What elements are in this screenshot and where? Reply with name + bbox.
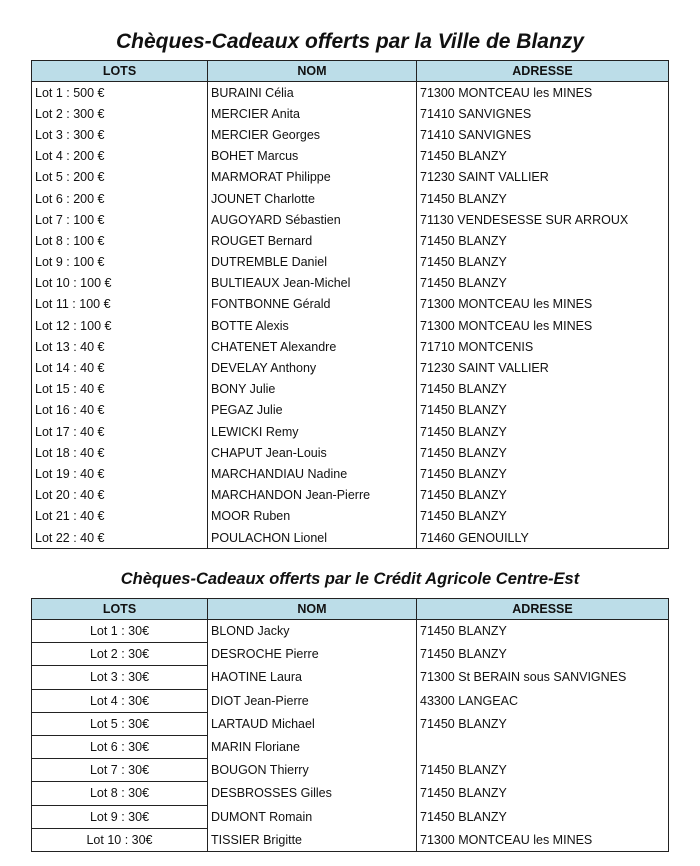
lot-cell: Lot 14 : 40 € xyxy=(32,357,208,378)
adresse-cell: 71450 BLANZY xyxy=(417,188,669,209)
lot-cell: Lot 7 : 30€ xyxy=(32,759,208,782)
adresse-cell: 71300 St BERAIN sous SANVIGNES xyxy=(417,666,669,689)
nom-cell: CHATENET Alexandre xyxy=(208,336,417,357)
nom-cell: MARIN Floriane xyxy=(208,735,417,758)
table-row xyxy=(32,463,669,484)
lot-cell: Lot 8 : 100 € xyxy=(32,230,208,251)
table-row xyxy=(32,805,669,828)
lot-cell: Lot 7 : 100 € xyxy=(32,209,208,230)
adresse-cell: 71450 BLANZY xyxy=(417,442,669,463)
table-row xyxy=(32,759,669,782)
table-row xyxy=(32,188,669,209)
adresse-cell: 71230 SAINT VALLIER xyxy=(417,167,669,188)
header-adresse: ADRESSE xyxy=(417,61,669,82)
lot-cell: Lot 6 : 30€ xyxy=(32,735,208,758)
nom-cell: PEGAZ Julie xyxy=(208,400,417,421)
table-row xyxy=(32,421,669,442)
nom-cell: LARTAUD Michael xyxy=(208,712,417,735)
lot-cell: Lot 5 : 200 € xyxy=(32,167,208,188)
lot-cell: Lot 17 : 40 € xyxy=(32,421,208,442)
table-header-row xyxy=(32,599,669,620)
table-row xyxy=(32,442,669,463)
table-row xyxy=(32,103,669,124)
adresse-cell: 71450 BLANZY xyxy=(417,620,669,643)
nom-cell: AUGOYARD Sébastien xyxy=(208,209,417,230)
adresse-cell: 71450 BLANZY xyxy=(417,759,669,782)
table-row xyxy=(32,828,669,851)
lot-cell: Lot 9 : 100 € xyxy=(32,252,208,273)
nom-cell: BOTTE Alexis xyxy=(208,315,417,336)
nom-cell: HAOTINE Laura xyxy=(208,666,417,689)
lot-cell: Lot 16 : 40 € xyxy=(32,400,208,421)
table-row xyxy=(32,527,669,549)
table-row xyxy=(32,209,669,230)
table-row xyxy=(32,782,669,805)
nom-cell: BLOND Jacky xyxy=(208,620,417,643)
adresse-cell: 71300 MONTCEAU les MINES xyxy=(417,828,669,851)
table-header-row xyxy=(32,61,669,82)
table-row xyxy=(32,230,669,251)
table-row xyxy=(32,379,669,400)
table-row xyxy=(32,82,669,104)
nom-cell: MARCHANDON Jean-Pierre xyxy=(208,485,417,506)
adresse-cell: 71450 BLANZY xyxy=(417,463,669,484)
adresse-cell: 71300 MONTCEAU les MINES xyxy=(417,315,669,336)
nom-cell: DIOT Jean-Pierre xyxy=(208,689,417,712)
table-row xyxy=(32,712,669,735)
header-nom: NOM xyxy=(208,599,417,620)
nom-cell: POULACHON Lionel xyxy=(208,527,417,549)
credit-agricole-table-title: Chèques-Cadeaux offerts par le Crédit Agricole Centre-Est xyxy=(120,570,580,588)
adresse-cell: 71450 BLANZY xyxy=(417,421,669,442)
nom-cell: BOHET Marcus xyxy=(208,146,417,167)
table-row xyxy=(32,315,669,336)
lot-cell: Lot 2 : 300 € xyxy=(32,103,208,124)
header-lots: LOTS xyxy=(32,599,208,620)
lot-cell: Lot 22 : 40 € xyxy=(32,527,208,549)
header-nom: NOM xyxy=(208,61,417,82)
nom-cell: JOUNET Charlotte xyxy=(208,188,417,209)
adresse-cell: 71450 BLANZY xyxy=(417,146,669,167)
lot-cell: Lot 2 : 30€ xyxy=(32,643,208,666)
lot-cell: Lot 5 : 30€ xyxy=(32,712,208,735)
lot-cell: Lot 1 : 30€ xyxy=(32,620,208,643)
nom-cell: DESROCHE Pierre xyxy=(208,643,417,666)
adresse-cell: 71450 BLANZY xyxy=(417,230,669,251)
credit-agricole-table xyxy=(31,598,669,852)
adresse-cell: 71230 SAINT VALLIER xyxy=(417,357,669,378)
nom-cell: DEVELAY Anthony xyxy=(208,357,417,378)
lot-cell: Lot 15 : 40 € xyxy=(32,379,208,400)
lot-cell: Lot 6 : 200 € xyxy=(32,188,208,209)
nom-cell: DUMONT Romain xyxy=(208,805,417,828)
ville-blanzy-table xyxy=(31,60,669,549)
table-row xyxy=(32,620,669,643)
adresse-cell: 71300 MONTCEAU les MINES xyxy=(417,82,669,104)
table-row xyxy=(32,735,669,758)
adresse-cell: 71450 BLANZY xyxy=(417,273,669,294)
adresse-cell: 71450 BLANZY xyxy=(417,379,669,400)
adresse-cell: 71450 BLANZY xyxy=(417,782,669,805)
nom-cell: MOOR Ruben xyxy=(208,506,417,527)
table-row xyxy=(32,666,669,689)
adresse-cell: 71450 BLANZY xyxy=(417,400,669,421)
nom-cell: BULTIEAUX Jean-Michel xyxy=(208,273,417,294)
lot-cell: Lot 3 : 30€ xyxy=(32,666,208,689)
nom-cell: TISSIER Brigitte xyxy=(208,828,417,851)
nom-cell: CHAPUT Jean-Louis xyxy=(208,442,417,463)
nom-cell: BOUGON Thierry xyxy=(208,759,417,782)
lot-cell: Lot 11 : 100 € xyxy=(32,294,208,315)
lot-cell: Lot 18 : 40 € xyxy=(32,442,208,463)
header-lots: LOTS xyxy=(32,61,208,82)
table-row xyxy=(32,689,669,712)
nom-cell: DUTREMBLE Daniel xyxy=(208,252,417,273)
lot-cell: Lot 4 : 200 € xyxy=(32,146,208,167)
table-row xyxy=(32,336,669,357)
adresse-cell: 71410 SANVIGNES xyxy=(417,103,669,124)
table-row xyxy=(32,294,669,315)
adresse-cell: 71450 BLANZY xyxy=(417,506,669,527)
table-row xyxy=(32,485,669,506)
table-row xyxy=(32,252,669,273)
table-row xyxy=(32,506,669,527)
lot-cell: Lot 20 : 40 € xyxy=(32,485,208,506)
adresse-cell: 71300 MONTCEAU les MINES xyxy=(417,294,669,315)
nom-cell: BURAINI Célia xyxy=(208,82,417,104)
adresse-cell: 71410 SANVIGNES xyxy=(417,124,669,145)
table-row xyxy=(32,146,669,167)
adresse-cell: 71450 BLANZY xyxy=(417,643,669,666)
lot-cell: Lot 1 : 500 € xyxy=(32,82,208,104)
lot-cell: Lot 10 : 30€ xyxy=(32,828,208,851)
lot-cell: Lot 13 : 40 € xyxy=(32,336,208,357)
header-adresse: ADRESSE xyxy=(417,599,669,620)
adresse-cell: 71710 MONTCENIS xyxy=(417,336,669,357)
lot-cell: Lot 21 : 40 € xyxy=(32,506,208,527)
adresse-cell: 71450 BLANZY xyxy=(417,485,669,506)
nom-cell: ROUGET Bernard xyxy=(208,230,417,251)
adresse-cell: 71450 BLANZY xyxy=(417,805,669,828)
adresse-cell: 71450 BLANZY xyxy=(417,712,669,735)
table-row xyxy=(32,273,669,294)
table-row xyxy=(32,400,669,421)
ville-table-title: Chèques-Cadeaux offerts par la Ville de Blanzy xyxy=(116,30,584,53)
nom-cell: MARMORAT Philippe xyxy=(208,167,417,188)
nom-cell: BONY Julie xyxy=(208,379,417,400)
nom-cell: FONTBONNE Gérald xyxy=(208,294,417,315)
nom-cell: DESBROSSES Gilles xyxy=(208,782,417,805)
adresse-cell: 43300 LANGEAC xyxy=(417,689,669,712)
table-row xyxy=(32,124,669,145)
adresse-cell: 71130 VENDESESSE SUR ARROUX xyxy=(417,209,669,230)
lot-cell: Lot 10 : 100 € xyxy=(32,273,208,294)
lot-cell: Lot 4 : 30€ xyxy=(32,689,208,712)
lot-cell: Lot 3 : 300 € xyxy=(32,124,208,145)
nom-cell: MERCIER Georges xyxy=(208,124,417,145)
lot-cell: Lot 9 : 30€ xyxy=(32,805,208,828)
adresse-cell xyxy=(417,735,669,758)
lot-cell: Lot 19 : 40 € xyxy=(32,463,208,484)
adresse-cell: 71460 GENOUILLY xyxy=(417,527,669,549)
adresse-cell: 71450 BLANZY xyxy=(417,252,669,273)
nom-cell: MERCIER Anita xyxy=(208,103,417,124)
table-row xyxy=(32,643,669,666)
nom-cell: MARCHANDIAU Nadine xyxy=(208,463,417,484)
nom-cell: LEWICKI Remy xyxy=(208,421,417,442)
lot-cell: Lot 8 : 30€ xyxy=(32,782,208,805)
table-row xyxy=(32,167,669,188)
lot-cell: Lot 12 : 100 € xyxy=(32,315,208,336)
table-row xyxy=(32,357,669,378)
